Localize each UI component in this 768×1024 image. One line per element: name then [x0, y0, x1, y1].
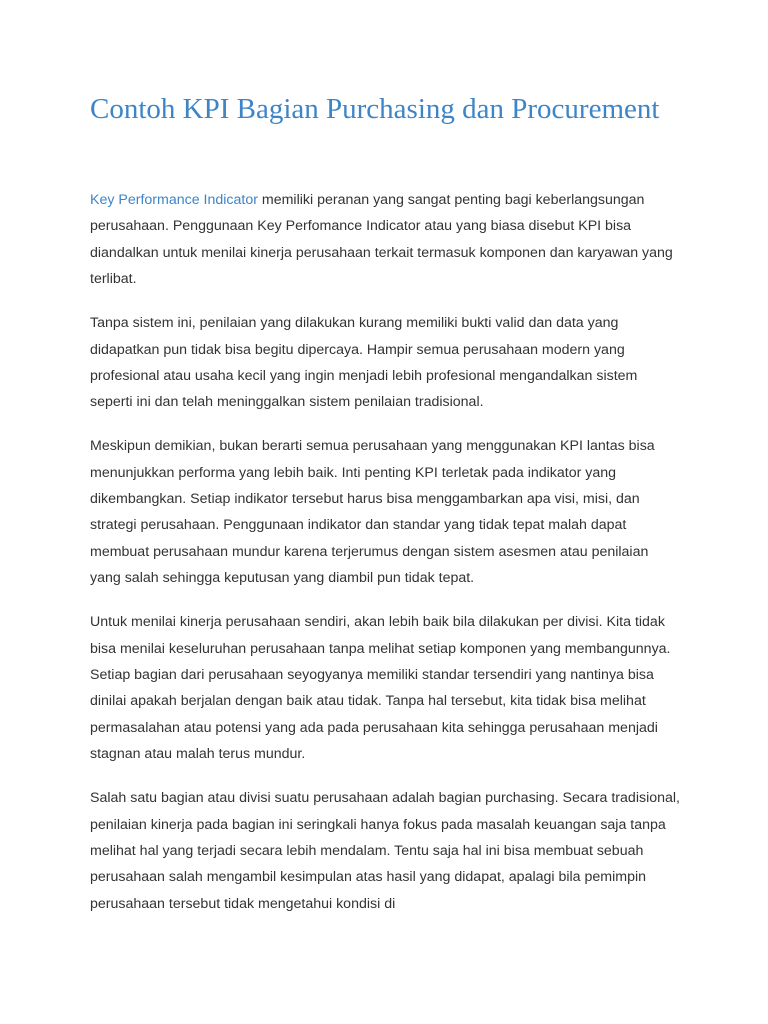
paragraph-5: Salah satu bagian atau divisi suatu perusahaan adalah bagian purchasing. Secara tradisional, penilaian kinerja pada bagian ini seringkali hanya fokus pada masalah keuangan saja tanpa melihat hal yang terjadi secara lebih mendalam. Tentu saja hal ini bisa membuat sebuah perusahaan salah mengambil kesimpulan atas hasil yang didapat, apalagi bila pemimpin perusahaan tersebut tidak mengetahui kondisi di [90, 790, 680, 912]
kpi-link[interactable]: Key Performance Indicator [90, 192, 262, 208]
paragraph-1-text: memiliki peranan yang sangat penting bagi keberlangsungan perusahaan. Penggunaan Key Perfomance Indicator atau yang biasa disebut KPI bisa diandalkan untuk menilai kinerja perusahaan terkait termasuk komponen dan karyawan yang terlibat. [90, 192, 673, 288]
paragraph-2: Tanpa sistem ini, penilaian yang dilakukan kurang memiliki bukti valid dan data yang didapatkan pun tidak bisa begitu dipercaya. Hampir semua perusahaan modern yang profesional atau usaha kecil yang ingin menjadi lebih profesional mengandalkan sistem seperti ini dan telah meninggalkan sistem penilaian tradisional. [90, 315, 638, 411]
paragraph-4: Untuk menilai kinerja perusahaan sendiri, akan lebih baik bila dilakukan per divisi. Kita tidak bisa menilai keseluruhan perusahaan tanpa melihat setiap komponen yang membangunnya. Setiap bagian dari perusahaan seyogyanya memiliki standar tersendiri yang nantinya bisa dinilai apakah berjalan dengan baik atau tidak. Tanpa hal tersebut, kita tidak bisa melihat permasalahan atau potensi yang ada pada perusahaan kita sehingga perusahaan menjadi stagnan atau malah terus mundur. [90, 614, 671, 763]
page-title: Contoh KPI Bagian Purchasing dan Procurement [90, 93, 660, 125]
paragraph-1 [90, 187, 680, 293]
paragraph-3: Meskipun demikian, bukan berarti semua perusahaan yang menggunakan KPI lantas bisa menunjukkan performa yang lebih baik. Inti penting KPI terletak pada indikator yang dikembangkan. Setiap indikator tersebut harus bisa menggambarkan apa visi, misi, dan strategi perusahaan. Penggunaan indikator dan standar yang tidak tepat malah dapat membuat perusahaan mundur karena terjerumus dengan sistem asesmen atau penilaian yang salah sehingga keputusan yang diambil pun tidak tepat. [90, 438, 655, 587]
article-body [90, 187, 680, 935]
